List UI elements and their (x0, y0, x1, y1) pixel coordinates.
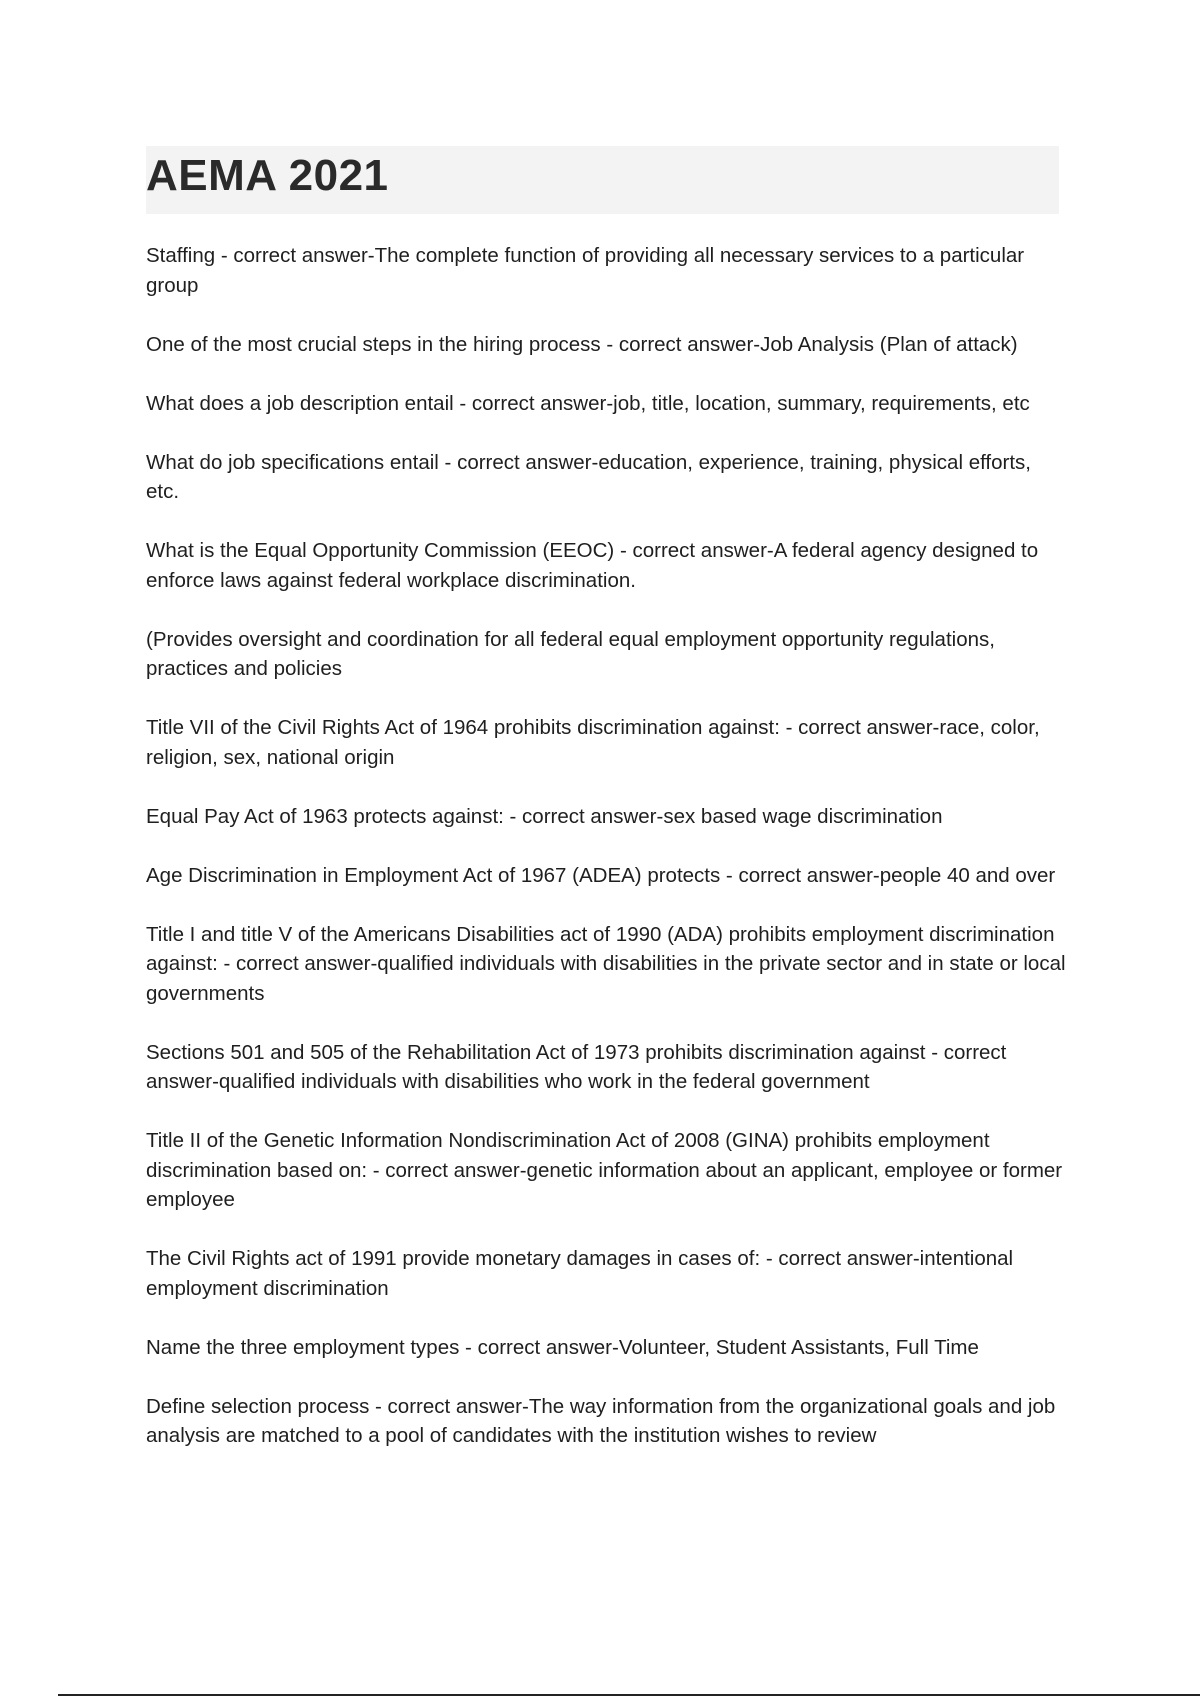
qa-entry: What do job specifications entail - correct answer-education, experience, training, physical efforts, etc. (146, 450, 1031, 503)
qa-entry: Age Discrimination in Employment Act of 1967 (ADEA) protects - correct answer-people 40 and over (146, 863, 1056, 887)
qa-entry: Title II of the Genetic Information Nondiscrimination Act of 2008 (GINA) prohibits employment discrimination based on: - correct answer-genetic information about an applicant, employee or former employee (146, 1129, 1063, 1211)
page-title: AEMA 2021 (146, 151, 389, 200)
qa-entry: What does a job description entail - correct answer-job, title, location, summary, requirements, etc (146, 391, 1030, 415)
qa-entry: What is the Equal Opportunity Commission (EEOC) - correct answer-A federal agency designed to enforce laws against federal workplace discrimination. (146, 539, 1039, 592)
qa-entry: The Civil Rights act of 1991 provide monetary damages in cases of: - correct answer-intentional employment discrimination (146, 1247, 1014, 1300)
qa-entry: (Provides oversight and coordination for all federal equal employment opportunity regulations, practices and policies (146, 627, 995, 680)
qa-entry: Define selection process - correct answer-The way information from the organizational goals and job analysis are matched to a pool of candidates with the institution wishes to review (146, 1394, 1056, 1447)
qa-entry: Staffing - correct answer-The complete function of providing all necessary services to a particular group (146, 244, 1025, 297)
qa-entry: One of the most crucial steps in the hiring process - correct answer-Job Analysis (Plan of attack) (146, 332, 1018, 356)
qa-entry: Title VII of the Civil Rights Act of 1964 prohibits discrimination against: - correct answer-race, color, religion, sex, national origin (146, 716, 1040, 769)
qa-entry: Name the three employment types - correct answer-Volunteer, Student Assistants, Full Time (146, 1335, 979, 1359)
qa-entry: Equal Pay Act of 1963 protects against: - correct answer-sex based wage discrimination (146, 804, 943, 828)
footer-divider (58, 1694, 1200, 1696)
qa-entry: Title I and title V of the Americans Disabilities act of 1990 (ADA) prohibits employment discrimination against: - correct answer-qualified individuals with disabilities in the private sector and in state or local governments (146, 922, 1066, 1005)
qa-list (146, 241, 1066, 1480)
qa-entry: Sections 501 and 505 of the Rehabilitation Act of 1973 prohibits discrimination against - correct answer-qualified individuals with disabilities who work in the federal government (146, 1040, 1007, 1093)
